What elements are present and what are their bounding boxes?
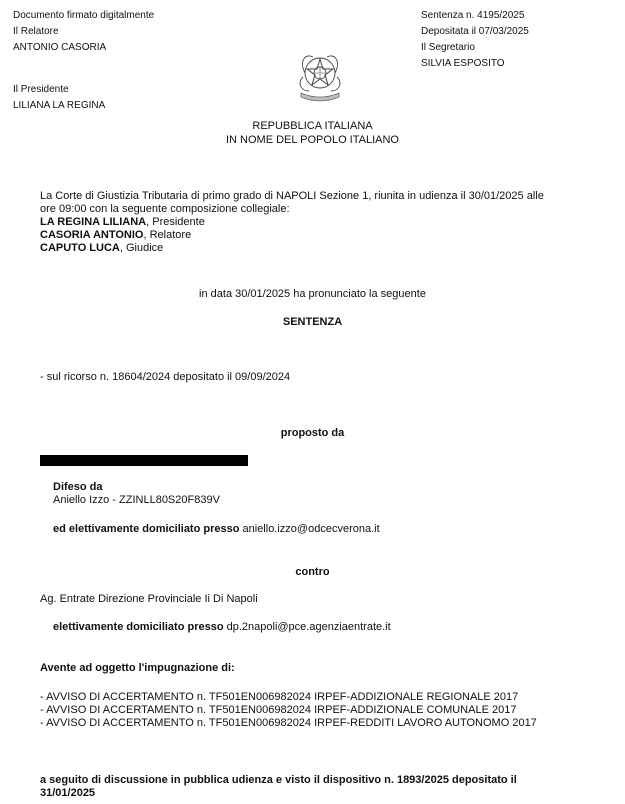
member-presidente xyxy=(40,216,544,229)
signature-block-relatore xyxy=(13,8,154,56)
segretario-label: Il Segretario xyxy=(421,42,475,53)
list-item: - AVVISO DI ACCERTAMENTO n. TF501EN006982024 IRPEF-ADDIZIONALE COMUNALE 2017 xyxy=(40,704,517,716)
list-item: - AVVISO DI ACCERTAMENTO n. TF501EN006982024 IRPEF-ADDIZIONALE REGIONALE 2017 xyxy=(40,691,519,703)
domicilio-label: elettivamente domiciliato presso xyxy=(53,621,224,633)
avvisi-list xyxy=(40,691,537,730)
discussione-paragraph xyxy=(40,774,517,800)
domicilio-pec: dp.2napoli@pce.agenziaentrate.it xyxy=(223,621,391,633)
presidente-label: Il Presidente xyxy=(13,84,69,95)
court-intro-line2: ore 09:00 con la seguente composizione collegiale: xyxy=(40,203,290,215)
contro-heading: contro xyxy=(295,566,330,578)
domicilio-email: aniello.izzo@odcecverona.it xyxy=(239,523,380,535)
list-item: - AVVISO DI ACCERTAMENTO n. TF501EN006982024 IRPEF-REDDITI LAVORO AUTONOMO 2017 xyxy=(40,717,537,729)
member-role: , Presidente xyxy=(146,216,205,228)
pronounced-line: in data 30/01/2025 ha pronunciato la seguente xyxy=(199,288,426,300)
sentenza-number: Sentenza n. 4195/2025 xyxy=(421,10,525,21)
republic-title: REPUBBLICA ITALIANA xyxy=(252,120,373,132)
difeso-label: Difeso da xyxy=(53,481,103,493)
member-name: CAPUTO LUCA xyxy=(40,242,120,254)
deposit-date: Depositata il 07/03/2025 xyxy=(421,26,529,37)
discussione-line1: a seguito di discussione in pubblica udienza e visto il dispositivo n. 1893/2025 depositato il xyxy=(40,774,517,786)
difensore-name: Aniello Izzo - ZZINLL80S20F839V xyxy=(53,494,220,506)
segretario-name: SILVIA ESPOSITO xyxy=(421,58,505,69)
presidente-name: LILIANA LA REGINA xyxy=(13,100,106,111)
member-name: CASORIA ANTONIO xyxy=(40,229,144,241)
member-giudice xyxy=(40,242,544,255)
discussione-line2: 31/01/2025 xyxy=(40,787,96,799)
proposto-da-heading: proposto da xyxy=(280,427,345,439)
relatore-label: Il Relatore xyxy=(13,26,59,37)
signature-block-presidente xyxy=(13,82,105,114)
domicilio-resistente xyxy=(53,621,391,634)
difensore-block xyxy=(53,481,220,507)
ricorso-line: - sul ricorso n. 18604/2024 depositato il 09/09/2024 xyxy=(40,371,291,383)
domicilio-ricorrente xyxy=(53,523,380,536)
relatore-name: ANTONIO CASORIA xyxy=(13,42,107,53)
sentenza-info-block xyxy=(421,8,529,72)
people-title: IN NOME DEL POPOLO ITALIANO xyxy=(226,134,399,146)
domicilio-label: ed elettivamente domiciliato presso xyxy=(53,523,240,535)
digital-signature-note: Documento firmato digitalmente xyxy=(13,10,155,21)
oggetto-heading: Avente ad oggetto l'impugnazione di: xyxy=(40,662,235,674)
member-relatore xyxy=(40,229,544,242)
member-name: LA REGINA LILIANA xyxy=(40,216,147,228)
court-composition xyxy=(40,190,544,255)
sentenza-heading: SENTENZA xyxy=(282,316,343,328)
member-role: , Giudice xyxy=(119,242,164,254)
italian-republic-emblem-icon xyxy=(291,47,349,105)
redacted-party-name xyxy=(40,455,248,466)
document-title xyxy=(0,119,625,147)
member-role: , Relatore xyxy=(143,229,192,241)
resistente-name: Ag. Entrate Direzione Provinciale Ii Di Napoli xyxy=(40,593,258,605)
court-intro-line1: La Corte di Giustizia Tributaria di primo grado di NAPOLI Sezione 1, riunita in udienza il 30/01/2025 alle xyxy=(40,190,544,202)
